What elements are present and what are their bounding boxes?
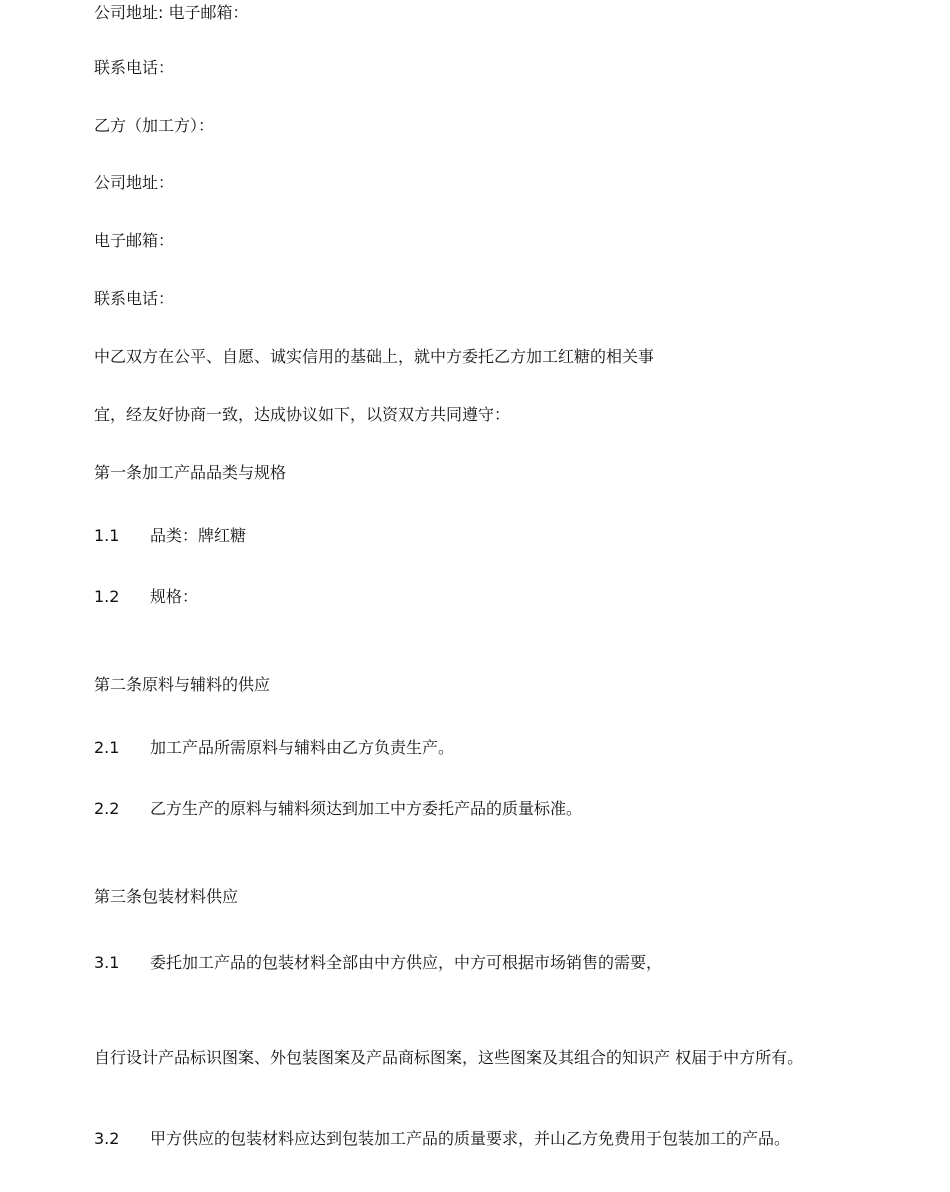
item-text: 甲方供应的包装材料应达到包装加工产品的质量要求，并山乙方免费用于包装加工的产品。 xyxy=(150,1129,791,1148)
article-3-item xyxy=(94,1127,854,1151)
party-b-email: 电子邮箱： xyxy=(94,231,175,250)
article-1-item xyxy=(94,525,246,547)
article-1-item xyxy=(94,586,198,608)
article-2-item xyxy=(94,798,582,820)
item-number: 1.1 xyxy=(94,526,120,545)
article-1-title: 第一条加工产品品类与规格 xyxy=(94,463,287,482)
intro-line-2: 宜，经友好协商一致，达成协议如下，以资双方共同遵守： xyxy=(94,405,511,424)
party-a-phone: 联系电话： xyxy=(94,58,175,77)
intro-line-1: 中乙双方在公平、自愿、诚实信用的基础上，就中方委托乙方加工红糖的相关事 xyxy=(94,347,655,366)
party-b-phone: 联系电话： xyxy=(94,289,175,308)
item-text: 品类：牌红糖 xyxy=(150,526,247,545)
item-text: 规格： xyxy=(150,587,199,606)
article-2-item xyxy=(94,737,454,759)
item-number: 2.1 xyxy=(94,738,120,757)
item-text: 加工产品所需原料与辅料由乙方负责生产。 xyxy=(150,738,455,757)
item-number: 1.2 xyxy=(94,587,120,606)
item-text: 乙方生产的原料与辅料须达到加工中方委托产品的质量标准。 xyxy=(150,799,583,818)
article-3-item xyxy=(94,952,662,974)
article-3-title: 第三条包装材料供应 xyxy=(94,887,239,906)
party-a-address-email: 公司地址: 电子邮箱： xyxy=(94,3,249,22)
item-text: 委托加工产品的包装材料全部由中方供应，中方可根据市场销售的需要， xyxy=(150,953,663,972)
item-number: 3.1 xyxy=(94,953,120,972)
article-2-title: 第二条原料与辅料的供应 xyxy=(94,675,271,694)
party-b-address: 公司地址： xyxy=(94,173,175,192)
item-number: 2.2 xyxy=(94,799,120,818)
party-b-title: 乙方（加工方）： xyxy=(94,116,215,135)
article-3-continuation: 自行设计产品标识图案、外包装图案及产品商标图案，这些图案及其组合的知识产 权届于中方所有。 xyxy=(94,1048,804,1067)
item-number: 3.2 xyxy=(94,1129,120,1148)
